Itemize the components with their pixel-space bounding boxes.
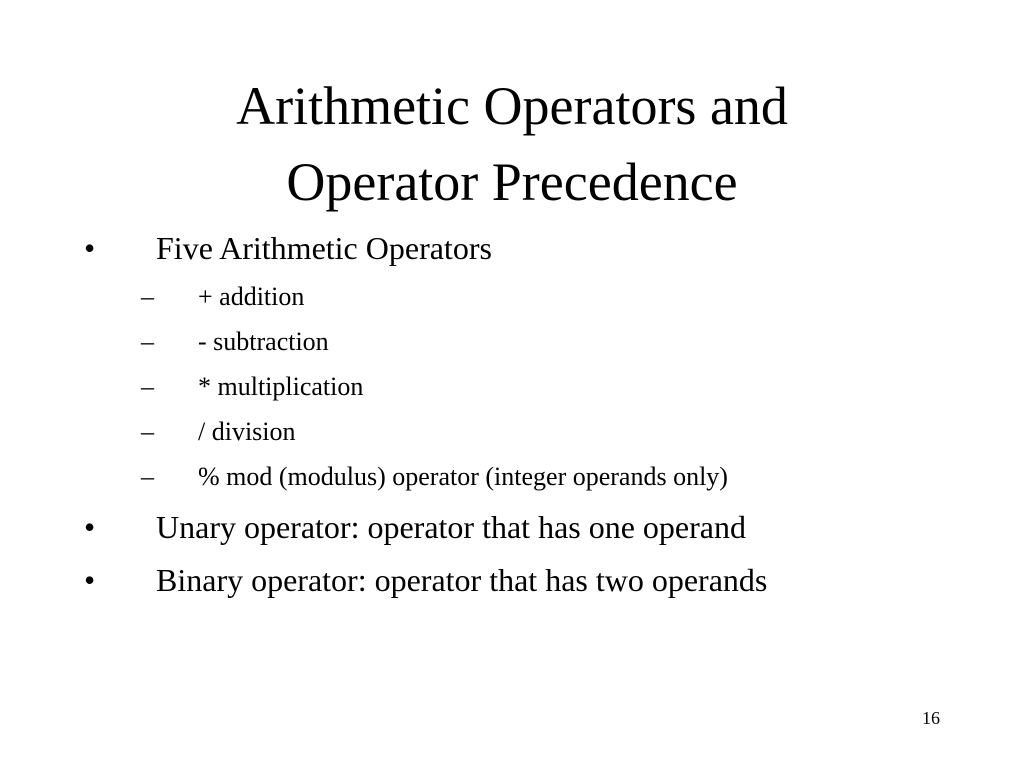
sub-bullet-marker: – <box>141 372 154 401</box>
page-number: 16 <box>922 708 940 728</box>
sub-bullet-text: + addition <box>198 282 305 311</box>
sub-bullet-marker: – <box>141 462 154 491</box>
bullet-item <box>0 507 1024 547</box>
sub-bullet-item <box>0 325 1024 359</box>
sub-bullet-text: / division <box>198 417 296 446</box>
sub-bullet-item <box>0 370 1024 404</box>
sub-bullet-text: % mod (modulus) operator (integer operands only) <box>198 462 728 491</box>
sub-bullet-marker: – <box>141 417 154 446</box>
bullet-marker: • <box>84 230 96 266</box>
bullet-item <box>0 228 1024 268</box>
sub-bullet-text: - subtraction <box>198 327 329 356</box>
slide-title-line: Arithmetic Operators and <box>236 76 788 136</box>
sub-bullet-item <box>0 415 1024 449</box>
slide-title-line: Operator Precedence <box>286 152 738 212</box>
bullet-text: Unary operator: operator that has one operand <box>156 509 746 545</box>
sub-bullet-item <box>0 280 1024 314</box>
bullet-marker: • <box>84 509 96 545</box>
bullet-item <box>0 560 1024 600</box>
sub-bullet-marker: – <box>141 327 154 356</box>
slide-title <box>0 68 1024 220</box>
bullet-marker: • <box>84 562 96 598</box>
bullet-text: Five Arithmetic Operators <box>156 230 492 266</box>
sub-bullet-text: * multiplication <box>198 372 364 401</box>
sub-bullet-item <box>0 460 1024 494</box>
bullet-text: Binary operator: operator that has two operands <box>156 562 768 598</box>
sub-bullet-marker: – <box>141 282 154 311</box>
